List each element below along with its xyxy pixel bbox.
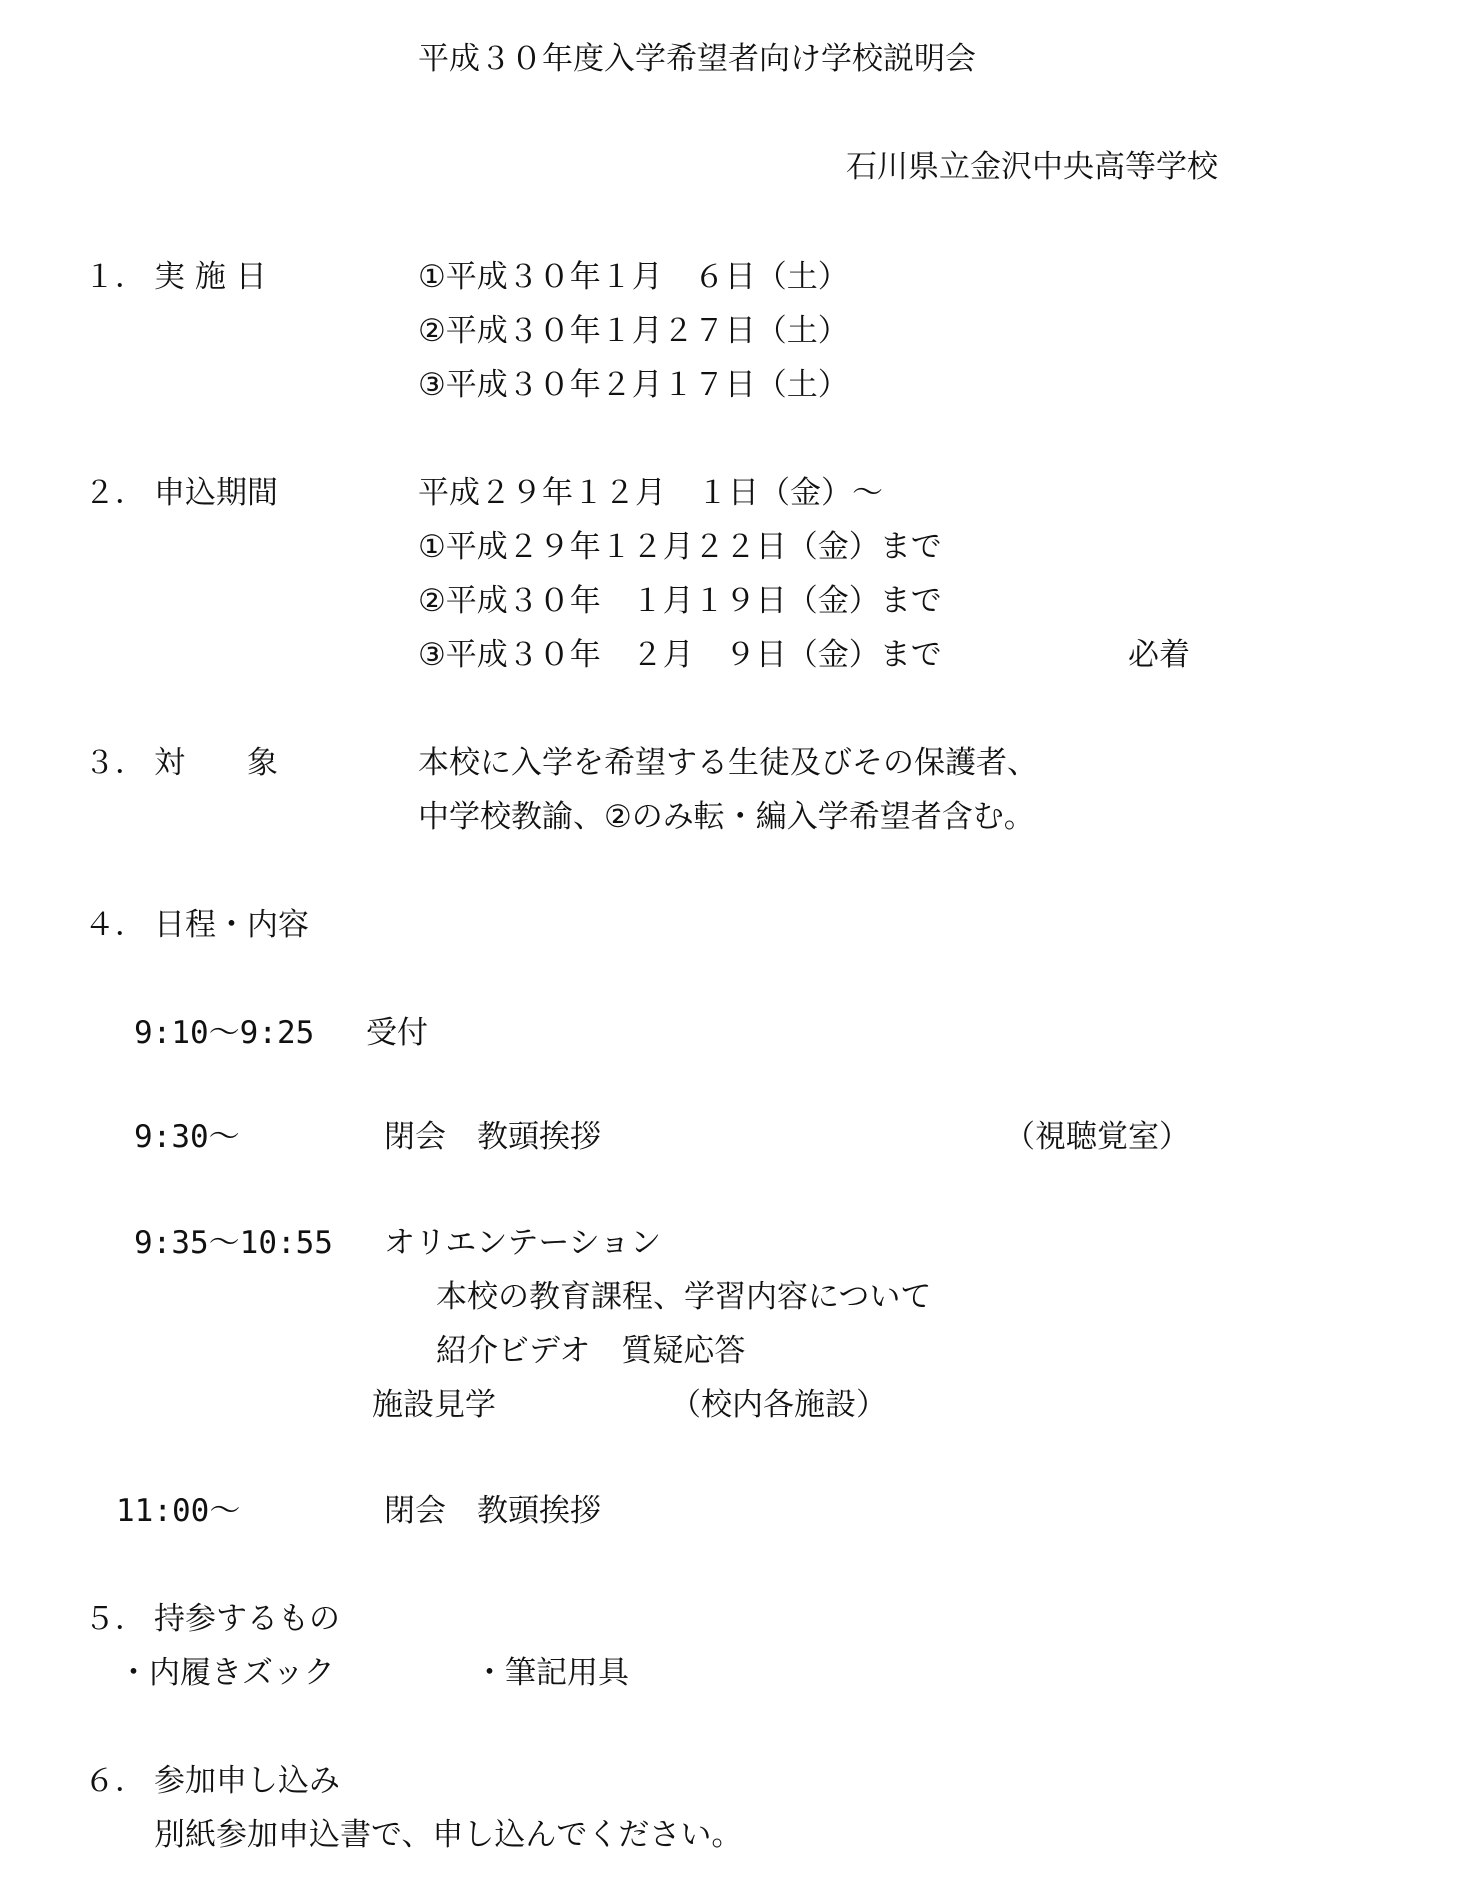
schedule-place-opening: （視聴覚室） [1004,1119,1190,1155]
deadline-3: ③平成３０年 ２月 ９日（金）まで [418,637,942,673]
date-2: ②平成３０年１月２７日（土） [418,313,849,349]
schedule-time-reception: 9:10～9:25 [134,1015,315,1051]
section-1-number: １． [84,259,146,295]
section-6-number: ６． [84,1763,146,1799]
schedule-content-orientation: オリエンテーション [384,1225,662,1261]
section-3-label: 対 象 [154,745,278,781]
orientation-detail-2: 紹介ビデオ 質疑応答 [436,1333,746,1369]
date-1: ①平成３０年１月 ６日（土） [418,259,849,295]
schedule-content-closing: 閉会 教頭挨拶 [384,1493,601,1529]
date-3: ③平成３０年２月１７日（土） [418,367,849,403]
schedule-time-closing: 11:00～ [116,1493,241,1529]
orientation-detail-1: 本校の教育課程、学習内容について [436,1279,932,1315]
schedule-time-orientation: 9:35～10:55 [134,1225,333,1261]
section-2-number: ２． [84,475,146,511]
section-5-label: 持参するもの [154,1601,340,1637]
target-line-1: 本校に入学を希望する生徒及びその保護者、 [418,745,1038,781]
school-name: 石川県立金沢中央高等学校 [846,149,1218,185]
schedule-place-facility-tour: （校内各施設） [670,1387,887,1423]
section-3-number: ３． [84,745,146,781]
bring-item-shoes: ・内履きズック [118,1655,335,1691]
schedule-content-facility-tour: 施設見学 [372,1387,496,1423]
section-5-number: ５． [84,1601,146,1637]
section-6-label: 参加申し込み [154,1763,340,1799]
schedule-time-opening: 9:30～ [134,1119,240,1155]
application-start: 平成２９年１２月 １日（金）～ [418,475,883,511]
section-2-label: 申込期間 [154,475,278,511]
section-4-number: ４． [84,907,146,943]
schedule-content-opening: 閉会 教頭挨拶 [384,1119,601,1155]
bring-item-stationery: ・筆記用具 [474,1655,629,1691]
section-1-label: 実 施 日 [154,259,267,295]
arrival-note: 必着 [1128,637,1190,673]
deadline-2: ②平成３０年 １月１９日（金）まで [418,583,942,619]
schedule-content-reception: 受付 [366,1015,428,1051]
target-line-2: 中学校教諭、②のみ転・編入学希望者含む。 [418,799,1035,835]
application-instruction: 別紙参加申込書で、申し込んでください。 [154,1817,743,1853]
page-title: 平成３０年度入学希望者向け学校説明会 [418,41,976,77]
section-4-label: 日程・内容 [154,907,309,943]
deadline-1: ①平成２９年１２月２２日（金）まで [418,529,942,565]
